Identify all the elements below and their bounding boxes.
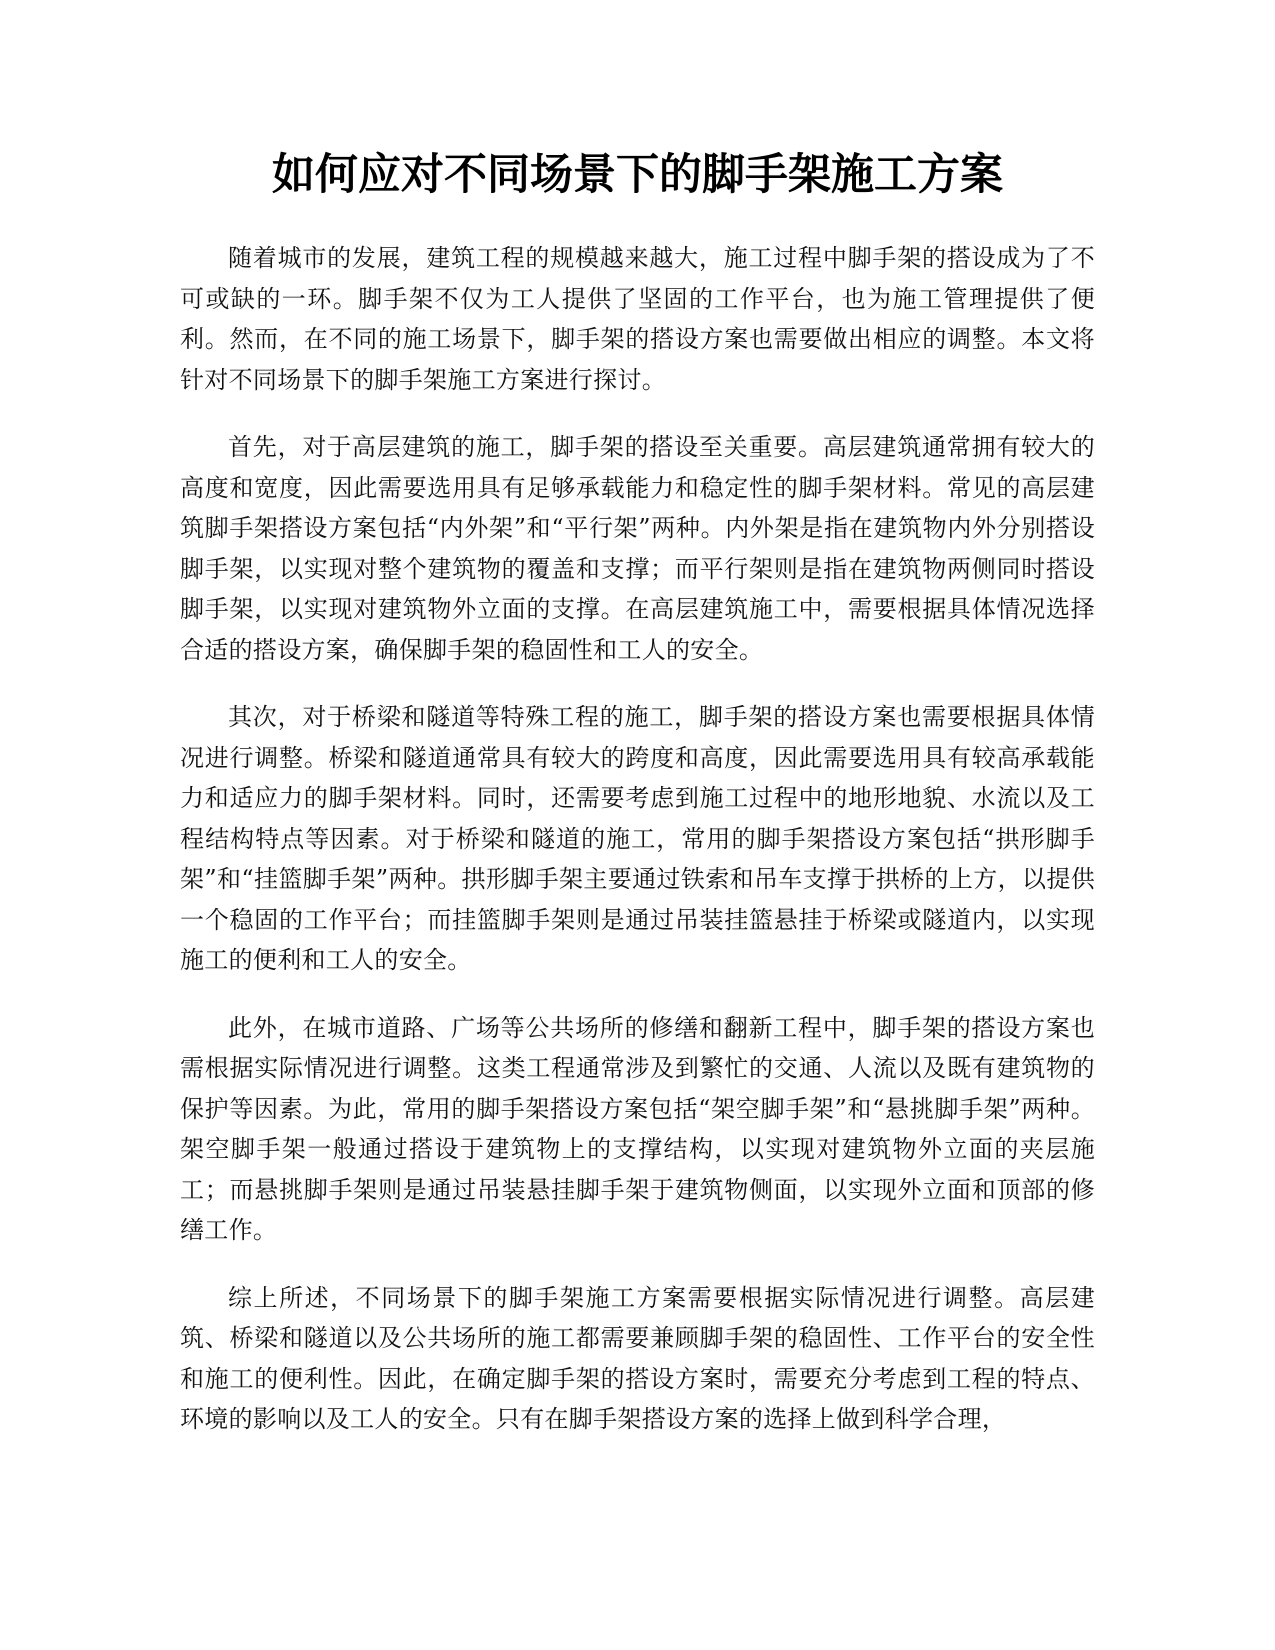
paragraph-intro: 随着城市的发展，建筑工程的规模越来越大，施工过程中脚手架的搭设成为了不可或缺的一环。脚手架不仅为工人提供了坚固的工作平台，也为施工管理提供了便利。然而，在不同的施工场景下，脚手架的搭设方案也需要做出相应的调整。本文将针对不同场景下的脚手架施工方案进行探讨。 (180, 244, 1095, 394)
paragraph-high-rise: 首先，对于高层建筑的施工，脚手架的搭设至关重要。高层建筑通常拥有较大的高度和宽度，因此需要选用具有足够承载能力和稳定性的脚手架材料。常见的高层建筑脚手架搭设方案包括“内外架”和“平行架”两种。内外架是指在建筑物内外分别搭设脚手架，以实现对整个建筑物的覆盖和支撑；而平行架则是指在建筑物两侧同时搭设脚手架，以实现对建筑物外立面的支撑。在高层建筑施工中，需要根据具体情况选择合适的搭设方案，确保脚手架的稳固性和工人的安全。 (180, 433, 1095, 664)
document-body (180, 238, 1095, 1467)
paragraph-public-spaces: 此外，在城市道路、广场等公共场所的修缮和翻新工程中，脚手架的搭设方案也需根据实际情况进行调整。这类工程通常涉及到繁忙的交通、人流以及既有建筑物的保护等因素。为此，常用的脚手架搭设方案包括“架空脚手架”和“悬挑脚手架”两种。架空脚手架一般通过搭设于建筑物上的支撑结构，以实现对建筑物外立面的夹层施工；而悬挑脚手架则是通过吊装悬挂脚手架于建筑物侧面，以实现外立面和顶部的修缮工作。 (180, 1013, 1095, 1244)
paragraph-bridge-tunnel: 其次，对于桥梁和隧道等特殊工程的施工，脚手架的搭设方案也需要根据具体情况进行调整。桥梁和隧道通常具有较大的跨度和高度，因此需要选用具有较高承载能力和适应力的脚手架材料。同时，还需要考虑到施工过程中的地形地貌、水流以及工程结构特点等因素。对于桥梁和隧道的施工，常用的脚手架搭设方案包括“拱形脚手架”和“挂篮脚手架”两种。拱形脚手架主要通过铁索和吊车支撑于拱桥的上方，以提供一个稳固的工作平台；而挂篮脚手架则是通过吊装挂篮悬挂于桥梁或隧道内，以实现施工的便利和工人的安全。 (180, 703, 1095, 974)
document-title: 如何应对不同场景下的脚手架施工方案 (272, 150, 1003, 200)
paragraph-conclusion: 综上所述，不同场景下的脚手架施工方案需要根据实际情况进行调整。高层建筑、桥梁和隧道以及公共场所的施工都需要兼顾脚手架的稳固性、工作平台的安全性和施工的便利性。因此，在确定脚手架的搭设方案时，需要充分考虑到工程的特点、环境的影响以及工人的安全。只有在脚手架搭设方案的选择上做到科学合理， (180, 1283, 1095, 1433)
